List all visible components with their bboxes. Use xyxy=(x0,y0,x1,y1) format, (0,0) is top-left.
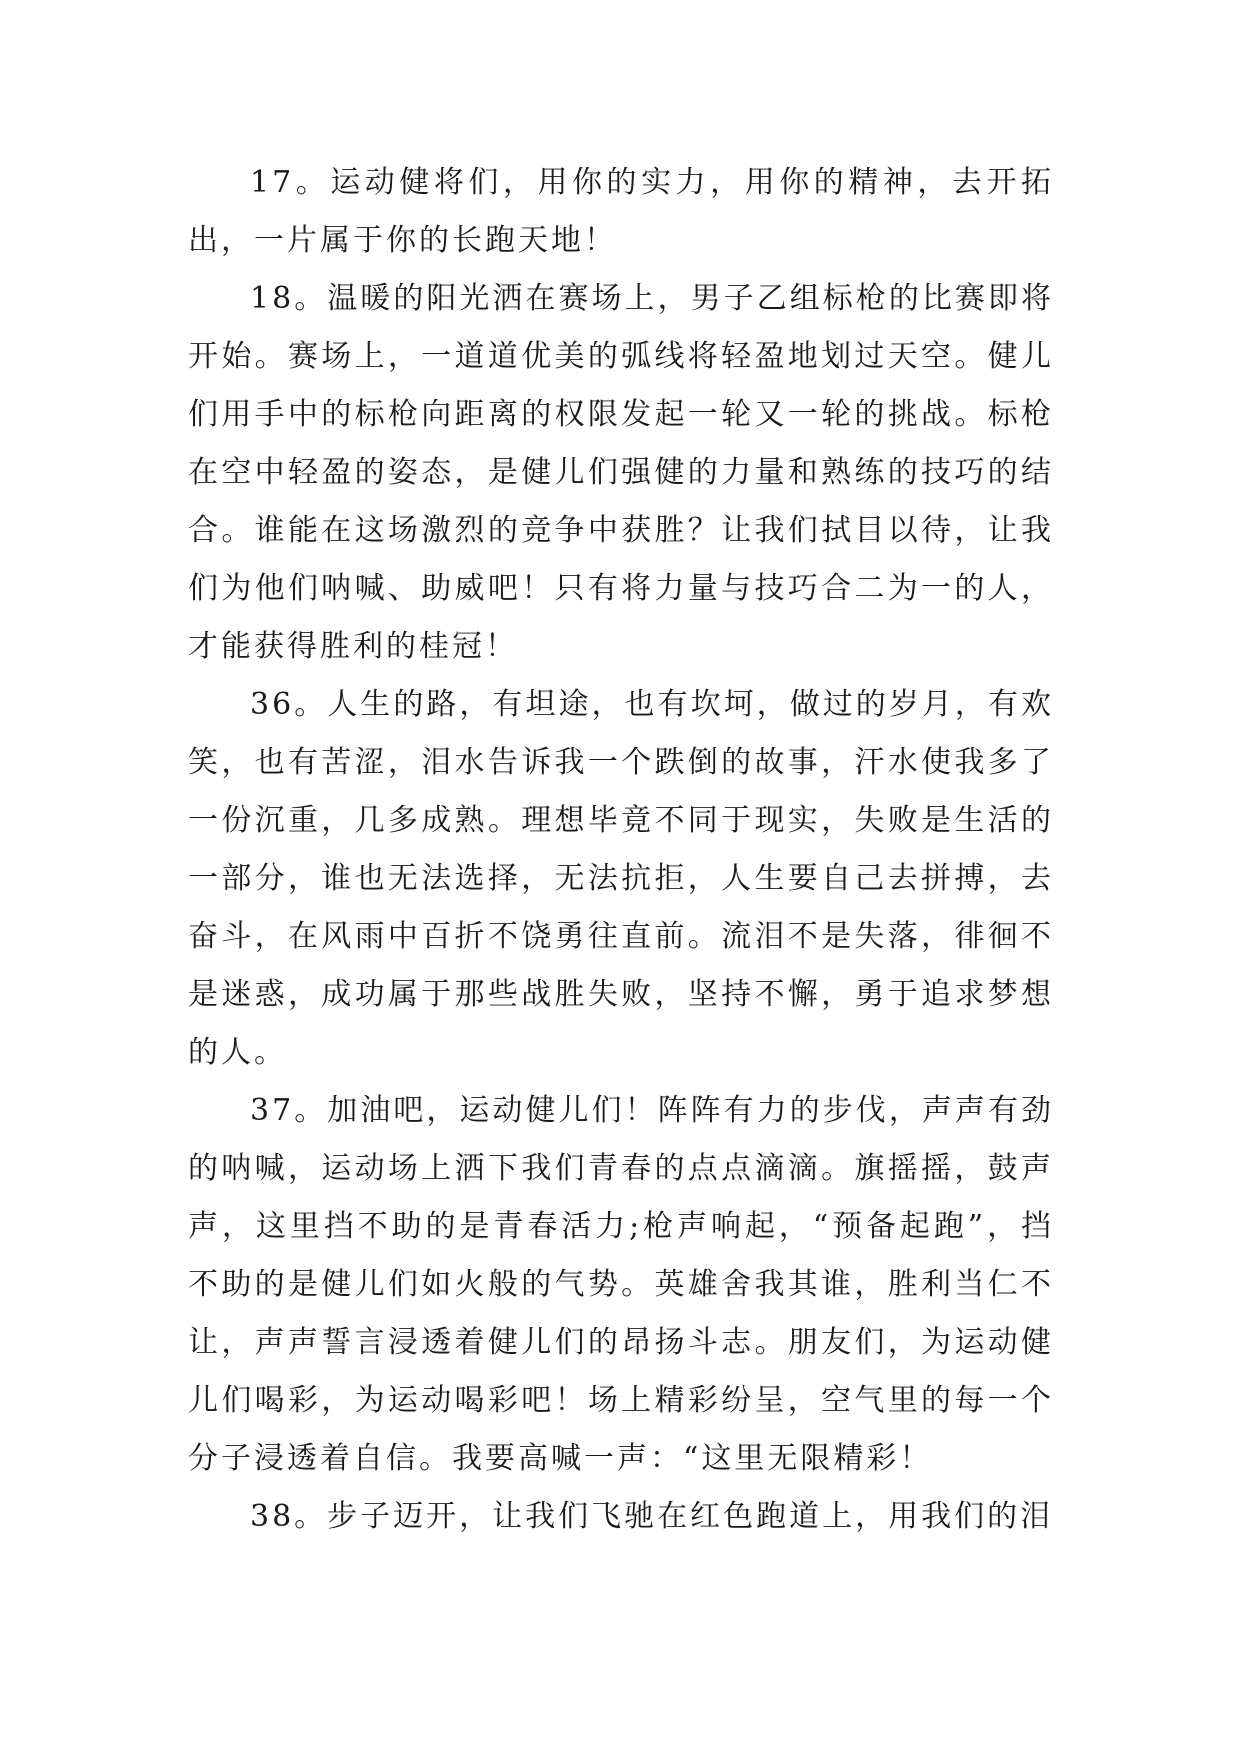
paragraph-36: 36。人生的路，有坦途，也有坎坷，做过的岁月，有欢笑，也有苦涩，泪水告诉我一个跌倒的故事，汗水使我多了一份沉重，几多成熟。理想毕竟不同于现实，失败是生活的一部分，谁也无法选择，无法抗拒，人生要自己去拼搏，去奋斗，在风雨中百折不饶勇往直前。流泪不是失落，徘徊不是迷惑，成功属于那些战胜失败，坚持不懈，勇于追求梦想的人。 xyxy=(188,687,1054,1070)
paragraph-18: 18。温暖的阳光洒在赛场上，男子乙组标枪的比赛即将开始。赛场上，一道道优美的弧线将轻盈地划过天空。健儿们用手中的标枪向距离的权限发起一轮又一轮的挑战。标枪在空中轻盈的姿态，是健儿们强健的力量和熟练的技巧的结合。谁能在这场激烈的竞争中获胜？让我们拭目以待，让我们为他们呐喊、助威吧！只有将力量与技巧合二为一的人，才能获得胜利的桂冠！ xyxy=(188,281,1054,664)
paragraph-37: 37。加油吧，运动健儿们！阵阵有力的步伐，声声有劲的呐喊，运动场上洒下我们青春的点点滴滴。旗摇摇，鼓声声，这里挡不助的是青春活力;枪声响起，“预备起跑”，挡不助的是健儿们如火般的气势。英雄舍我其谁，胜利当仁不让，声声誓言浸透着健儿们的昂扬斗志。朋友们，为运动健儿们喝彩，为运动喝彩吧！场上精彩纷呈，空气里的每一个分子浸透着自信。我要高喊一声：“这里无限精彩！ xyxy=(188,1093,1054,1476)
document-body xyxy=(188,154,1054,1546)
paragraph-38: 38。步子迈开，让我们飞驰在红色跑道上，用我们的泪 xyxy=(250,1499,1054,1534)
paragraph-17: 17。运动健将们，用你的实力，用你的精神，去开拓出，一片属于你的长跑天地！ xyxy=(188,165,1054,258)
